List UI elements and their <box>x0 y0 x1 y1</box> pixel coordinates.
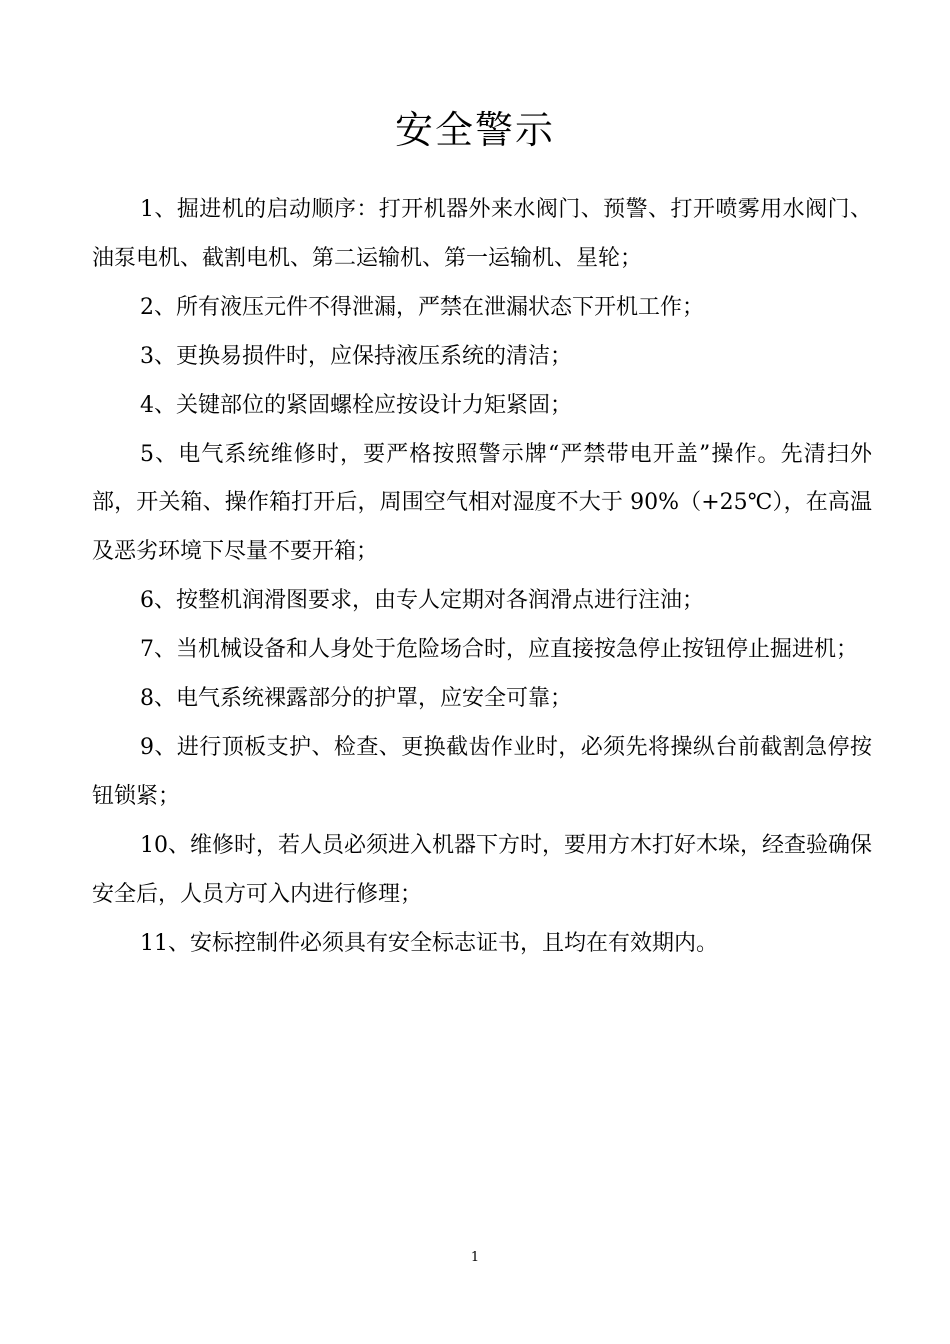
warning-item-4: 4、关键部位的紧固螺栓应按设计力矩紧固； <box>140 392 572 418</box>
warning-item-2: 2、所有液压元件不得泄漏，严禁在泄漏状态下开机工作； <box>140 294 704 320</box>
warning-item-1: 1、掘进机的启动顺序：打开机器外来水阀门、预警、打开喷雾用水阀门、油泵电机、截割电机、第二运输机、第一运输机、星轮； <box>92 197 872 271</box>
warning-list <box>92 186 872 969</box>
page-number: 1 <box>470 1250 480 1265</box>
page-title: 安全警示 <box>394 108 555 152</box>
warning-item-11: 11、安标控制件必须具有安全标志证书，且均在有效期内。 <box>140 930 718 956</box>
warning-item-3: 3、更换易损件时，应保持液压系统的清洁； <box>140 343 572 369</box>
warning-item-8: 8、电气系统裸露部分的护罩，应安全可靠； <box>140 686 572 712</box>
warning-item-9: 9、进行顶板支护、检查、更换截齿作业时，必须先将操纵台前截割急停按钮锁紧； <box>92 734 872 809</box>
warning-item-10: 10、维修时，若人员必须进入机器下方时，要用方木打好木垛，经查验确保安全后，人员方可入内进行修理； <box>92 832 872 907</box>
warning-item-5: 5、电气系统维修时，要严格按照警示牌“严禁带电开盖”操作。先清扫外部，开关箱、操作箱打开后，周围空气相对湿度不大于 90%（+25℃），在高温及恶劣环境下尽量不要开箱； <box>92 441 872 565</box>
warning-item-7: 7、当机械设备和人身处于危险场合时，应直接按急停止按钮停止掘进机； <box>140 637 858 663</box>
warning-item-6: 6、按整机润滑图要求，由专人定期对各润滑点进行注油； <box>140 588 704 614</box>
